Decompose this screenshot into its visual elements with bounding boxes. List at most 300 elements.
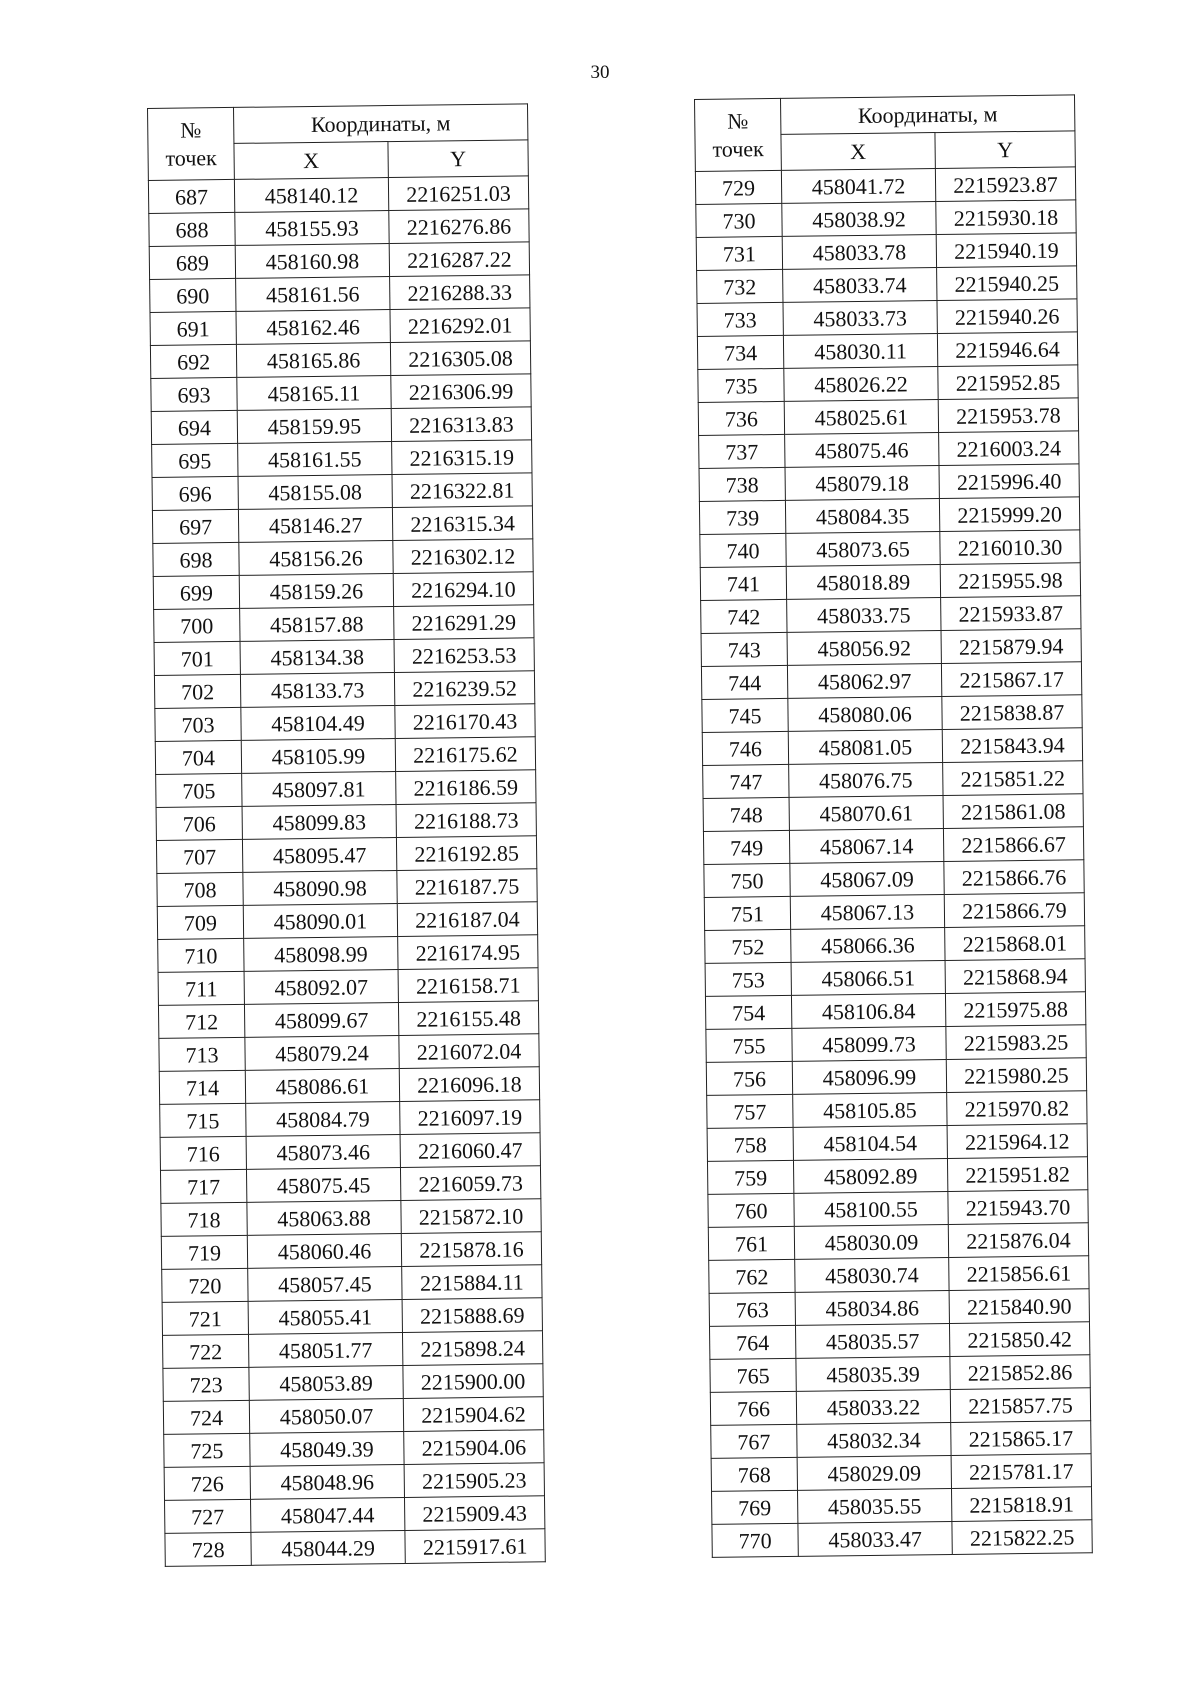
x-coordinate-cell: 458035.55 [798,1488,952,1523]
table-row [710,1388,1090,1426]
x-coordinate-cell: 458099.67 [244,1002,398,1037]
point-number-cell: 763 [709,1292,795,1326]
table-row [160,1133,540,1171]
y-coordinate-cell: 2216294.10 [393,572,533,607]
point-number-cell: 749 [703,830,789,864]
point-number-cell: 722 [162,1334,248,1368]
x-coordinate-cell: 458035.39 [796,1356,950,1391]
point-number-cell: 695 [152,443,238,477]
x-coordinate-cell: 458157.88 [240,607,394,642]
x-coordinate-cell: 458033.22 [796,1389,950,1424]
point-number-cell: 755 [706,1028,792,1062]
table-row [164,1463,544,1501]
table-row [704,893,1084,931]
x-coordinate-cell: 458032.34 [797,1422,951,1457]
x-coordinate-cell: 458066.36 [791,927,945,962]
x-coordinate-cell: 458159.95 [237,409,391,444]
point-number-cell: 690 [150,278,236,312]
y-coordinate-cell: 2216315.34 [392,506,532,541]
table-row [711,1454,1091,1492]
table-row [707,1124,1087,1162]
x-coordinate-cell: 458067.13 [790,895,944,930]
point-number-cell: 744 [701,665,787,699]
table-row [699,464,1079,502]
point-number-cell: 732 [697,269,783,303]
x-coordinate-cell: 458056.92 [787,631,941,666]
y-coordinate-cell: 2215857.75 [950,1388,1090,1423]
x-coordinate-cell: 458051.77 [248,1332,402,1367]
point-number-cell: 718 [161,1202,247,1236]
table-row [695,167,1075,205]
point-number-cell: 742 [701,599,787,633]
point-number-cell: 731 [696,236,782,270]
table-row [152,506,532,544]
y-coordinate-cell: 2216174.95 [398,935,538,970]
y-coordinate-cell: 2215781.17 [951,1454,1091,1489]
point-number-cell: 753 [705,962,791,996]
table-row [161,1199,541,1237]
point-number-header [148,107,235,180]
table-row [155,704,535,742]
point-number-cell: 738 [699,467,785,501]
table-row [703,794,1083,832]
table-row [698,398,1078,436]
table-row [160,1166,540,1204]
y-coordinate-cell: 2215904.62 [403,1397,543,1432]
y-coordinate-cell: 2215900.00 [403,1364,543,1399]
point-number-cell: 758 [707,1127,793,1161]
x-coordinate-cell: 458063.88 [247,1200,401,1235]
table-row [708,1223,1088,1261]
y-coordinate-cell: 2216096.18 [399,1067,539,1102]
x-coordinate-cell: 458096.99 [792,1059,946,1094]
x-coordinate-cell: 458162.46 [236,310,390,345]
coordinates-header: Координаты, м [233,104,527,144]
y-coordinate-cell: 2216302.12 [393,539,533,574]
table-row [165,1496,545,1534]
point-number-cell: 699 [153,575,239,609]
point-number-cell: 750 [704,863,790,897]
x-coordinate-cell: 458075.45 [246,1167,400,1202]
table-row [696,200,1076,238]
x-coordinate-cell: 458095.47 [242,838,396,873]
y-coordinate-cell: 2215822.25 [952,1520,1092,1555]
table-row [697,332,1077,370]
point-number-cell: 713 [159,1037,245,1071]
y-coordinate-cell: 2215904.06 [404,1430,544,1465]
x-coordinate-cell: 458029.09 [797,1455,951,1490]
y-coordinate-cell: 2215866.79 [944,893,1084,928]
table-row [156,836,536,874]
table-row [696,233,1076,271]
table-row [151,407,531,445]
point-number-cell: 727 [165,1499,251,1533]
x-coordinate-cell: 458062.97 [787,664,941,699]
y-coordinate-cell: 2216291.29 [394,605,534,640]
x-coordinate-cell: 458034.86 [795,1290,949,1325]
x-coordinate-cell: 458060.46 [247,1233,401,1268]
point-number-cell: 692 [150,344,236,378]
point-number-cell: 728 [165,1532,251,1566]
y-coordinate-cell: 2215940.19 [936,233,1076,268]
point-number-cell: 708 [157,872,243,906]
x-coordinate-cell: 458018.89 [786,565,940,600]
table-row [162,1298,542,1336]
point-number-cell: 751 [704,896,790,930]
y-coordinate-cell: 2215930.18 [936,200,1076,235]
point-number-cell: 698 [153,542,239,576]
table-row [153,572,533,610]
x-coordinate-cell: 458050.07 [249,1398,403,1433]
y-coordinate-cell: 2216188.73 [396,803,536,838]
point-number-cell: 700 [154,608,240,642]
y-coordinate-cell: 2215867.17 [941,662,1081,697]
point-number-cell: 688 [149,212,235,246]
x-coordinate-cell: 458134.38 [240,640,394,675]
y-coordinate-cell: 2215878.16 [401,1232,541,1267]
point-number-cell: 720 [162,1268,248,1302]
table-row [703,761,1083,799]
x-coordinate-cell: 458099.83 [242,805,396,840]
x-coordinate-cell: 458041.72 [781,169,935,204]
x-coordinate-cell: 458092.89 [793,1158,947,1193]
y-coordinate-cell: 2216251.03 [388,176,528,211]
y-coordinate-cell: 2215843.94 [942,728,1082,763]
table-row [711,1421,1091,1459]
point-number-cell: 745 [702,698,788,732]
x-coordinate-cell: 458140.12 [234,178,388,213]
x-coordinate-cell: 458047.44 [251,1497,405,1532]
point-number-cell: 761 [708,1226,794,1260]
point-number-cell: 767 [711,1424,797,1458]
point-number-cell: 766 [710,1391,796,1425]
y-coordinate-cell: 2215980.25 [946,1058,1086,1093]
table-row [710,1355,1090,1393]
x-coordinate-cell: 458033.75 [787,598,941,633]
y-coordinate-cell: 2215953.78 [938,398,1078,433]
y-coordinate-cell: 2216322.81 [392,473,532,508]
x-coordinate-cell: 458030.09 [794,1224,948,1259]
x-coordinate-cell: 458030.74 [795,1257,949,1292]
point-number-cell: 712 [158,1004,244,1038]
point-number-cell: 770 [712,1523,798,1557]
y-column-header: Y [388,140,528,178]
x-coordinate-cell: 458079.24 [245,1035,399,1070]
point-number-cell: 724 [163,1400,249,1434]
x-coordinate-cell: 458104.49 [241,706,395,741]
table-row [152,473,532,511]
table-row [697,299,1077,337]
y-coordinate-cell: 2215943.70 [948,1190,1088,1225]
y-coordinate-cell: 2215872.10 [401,1199,541,1234]
table-row [701,629,1081,667]
point-number-cell: 717 [160,1169,246,1203]
y-coordinate-cell: 2215905.23 [404,1463,544,1498]
y-column-header: Y [935,131,1075,169]
table-row [705,959,1085,997]
y-coordinate-cell: 2215975.88 [945,992,1085,1027]
y-coordinate-cell: 2215876.04 [948,1223,1088,1258]
y-coordinate-cell: 2215888.69 [402,1298,542,1333]
x-coordinate-cell: 458092.07 [244,969,398,1004]
point-number-cell: 689 [149,245,235,279]
point-number-cell: 736 [698,401,784,435]
y-coordinate-cell: 2216059.73 [400,1166,540,1201]
point-number-cell: 710 [158,938,244,972]
table-row [703,827,1083,865]
point-number-cell: 760 [708,1193,794,1227]
table-row [165,1529,545,1567]
table-row [701,596,1081,634]
point-number-cell: 740 [700,533,786,567]
coordinates-header: Координаты, м [780,95,1074,135]
y-coordinate-cell: 2216192.85 [396,836,536,871]
table-row [704,860,1084,898]
point-number-cell: 721 [162,1301,248,1335]
table-row [699,431,1079,469]
table-row [153,539,533,577]
y-coordinate-cell: 2215970.82 [947,1091,1087,1126]
point-number-symbol: № [727,107,749,134]
y-coordinate-cell: 2216305.08 [390,341,530,376]
table-row [154,638,534,676]
table-row [709,1322,1089,1360]
table-row [712,1487,1092,1525]
point-number-cell: 769 [712,1490,798,1524]
point-number-cell: 693 [151,377,237,411]
x-coordinate-cell: 458055.41 [248,1299,402,1334]
point-number-cell: 714 [159,1070,245,1104]
point-number-header [695,98,782,171]
point-number-cell: 706 [156,806,242,840]
x-coordinate-cell: 458049.39 [250,1431,404,1466]
table-row [150,308,530,346]
y-coordinate-cell: 2215884.11 [402,1265,542,1300]
x-coordinate-cell: 458073.46 [246,1134,400,1169]
y-coordinate-cell: 2215946.64 [937,332,1077,367]
x-coordinate-cell: 458073.65 [786,532,940,567]
y-coordinate-cell: 2216060.47 [400,1133,540,1168]
point-number-cell: 746 [702,731,788,765]
table-row [159,1067,539,1105]
point-number-cell: 711 [158,971,244,1005]
point-number-cell: 747 [703,764,789,798]
x-coordinate-cell: 458044.29 [251,1530,405,1565]
y-coordinate-cell: 2216287.22 [389,242,529,277]
y-coordinate-cell: 2215868.01 [945,926,1085,961]
x-coordinate-cell: 458105.99 [241,739,395,774]
y-coordinate-cell: 2215933.87 [941,596,1081,631]
x-coordinate-cell: 458100.55 [794,1191,948,1226]
point-number-cell: 703 [155,707,241,741]
x-coordinate-cell: 458161.55 [238,442,392,477]
table-row [702,695,1082,733]
point-number-cell: 748 [703,797,789,831]
y-coordinate-cell: 2215955.98 [940,563,1080,598]
x-coordinate-cell: 458080.06 [788,697,942,732]
point-number-cell: 705 [156,773,242,807]
x-coordinate-cell: 458048.96 [250,1464,404,1499]
table-row [705,992,1085,1030]
x-coordinate-cell: 458155.08 [238,475,392,510]
point-number-cell: 765 [710,1358,796,1392]
x-coordinate-cell: 458079.18 [785,466,939,501]
x-coordinate-cell: 458033.74 [783,268,937,303]
table-row [705,926,1085,964]
x-coordinate-cell: 458104.54 [793,1125,947,1160]
coordinates-table-left [147,103,546,1567]
table-row [161,1232,541,1270]
y-coordinate-cell: 2215996.40 [939,464,1079,499]
point-number-cell: 725 [164,1433,250,1467]
point-number-cell: 707 [156,839,242,873]
table-row [158,968,538,1006]
point-number-label: точек [712,135,764,162]
y-coordinate-cell: 2215940.26 [937,299,1077,334]
y-coordinate-cell: 2216239.52 [394,671,534,706]
x-coordinate-cell: 458084.79 [246,1101,400,1136]
point-number-cell: 752 [705,929,791,963]
y-coordinate-cell: 2215818.91 [951,1487,1091,1522]
y-coordinate-cell: 2215868.94 [945,959,1085,994]
y-coordinate-cell: 2215923.87 [935,167,1075,202]
x-coordinate-cell: 458165.86 [236,343,390,378]
y-coordinate-cell: 2215852.86 [950,1355,1090,1390]
y-coordinate-cell: 2215840.90 [949,1289,1089,1324]
y-coordinate-cell: 2216313.83 [391,407,531,442]
y-coordinate-cell: 2215838.87 [942,695,1082,730]
point-number-cell: 743 [701,632,787,666]
table-row [154,671,534,709]
y-coordinate-cell: 2215999.20 [939,497,1079,532]
x-coordinate-cell: 458084.35 [785,499,939,534]
point-number-label: точек [165,144,217,171]
x-coordinate-cell: 458033.73 [783,301,937,336]
x-coordinate-cell: 458086.61 [245,1068,399,1103]
table-row [707,1157,1087,1195]
table-row [709,1256,1089,1294]
table-row [709,1289,1089,1327]
table-row [148,176,528,214]
point-number-cell: 739 [699,500,785,534]
point-number-cell: 716 [160,1136,246,1170]
point-number-cell: 729 [695,170,781,204]
y-coordinate-cell: 2215861.08 [943,794,1083,829]
point-number-cell: 768 [711,1457,797,1491]
table-row [708,1190,1088,1228]
table-row [156,803,536,841]
x-column-header: X [781,133,935,171]
table-row [706,1058,1086,1096]
y-coordinate-cell: 2215952.85 [938,365,1078,400]
x-coordinate-cell: 458165.11 [237,376,391,411]
table-row [149,242,529,280]
point-number-cell: 709 [157,905,243,939]
x-coordinate-cell: 458081.05 [788,730,942,765]
x-coordinate-cell: 458090.98 [243,871,397,906]
table-row [150,275,530,313]
y-coordinate-cell: 2216097.19 [400,1100,540,1135]
y-coordinate-cell: 2215898.24 [402,1331,542,1366]
point-number-cell: 701 [154,641,240,675]
y-coordinate-cell: 2216253.53 [394,638,534,673]
point-number-cell: 691 [150,311,236,345]
x-coordinate-cell: 458155.93 [235,211,389,246]
point-number-cell: 715 [160,1103,246,1137]
x-coordinate-cell: 458098.99 [244,936,398,971]
x-coordinate-cell: 458067.14 [789,829,943,864]
x-coordinate-cell: 458066.51 [791,960,945,995]
y-coordinate-cell: 2215951.82 [947,1157,1087,1192]
table-row [697,266,1077,304]
x-coordinate-cell: 458030.11 [783,334,937,369]
point-number-cell: 733 [697,302,783,336]
y-coordinate-cell: 2216186.59 [396,770,536,805]
y-coordinate-cell: 2216072.04 [399,1034,539,1069]
point-number-cell: 694 [151,410,237,444]
table-row [699,497,1079,535]
x-coordinate-cell: 458106.84 [791,993,945,1028]
point-number-cell: 735 [698,368,784,402]
y-coordinate-cell: 2215856.61 [949,1256,1089,1291]
table-row [159,1034,539,1072]
point-number-cell: 702 [154,674,240,708]
x-coordinate-cell: 458026.22 [784,367,938,402]
x-coordinate-cell: 458076.75 [789,763,943,798]
page-number: 30 [590,62,610,83]
point-number-cell: 741 [700,566,786,600]
y-coordinate-cell: 2215964.12 [947,1124,1087,1159]
x-coordinate-cell: 458033.47 [798,1521,952,1556]
y-coordinate-cell: 2215983.25 [946,1025,1086,1060]
y-coordinate-cell: 2215866.67 [943,827,1083,862]
x-coordinate-cell: 458033.78 [782,235,936,270]
y-coordinate-cell: 2215866.76 [944,860,1084,895]
y-coordinate-cell: 2216288.33 [390,275,530,310]
x-coordinate-cell: 458146.27 [238,508,392,543]
table-row [155,737,535,775]
x-coordinate-cell: 458038.92 [782,202,936,237]
point-number-cell: 762 [709,1259,795,1293]
x-coordinate-cell: 458035.57 [795,1323,949,1358]
point-number-cell: 726 [164,1466,250,1500]
point-number-cell: 759 [707,1160,793,1194]
table-row [700,530,1080,568]
point-number-cell: 719 [161,1235,247,1269]
x-coordinate-cell: 458133.73 [240,673,394,708]
point-number-cell: 723 [163,1367,249,1401]
x-coordinate-cell: 458067.09 [790,862,944,897]
table-row [160,1100,540,1138]
y-coordinate-cell: 2215865.17 [951,1421,1091,1456]
point-number-cell: 730 [696,203,782,237]
point-number-cell: 757 [707,1094,793,1128]
table-row [162,1331,542,1369]
point-number-cell: 754 [705,995,791,1029]
y-coordinate-cell: 2216187.75 [397,869,537,904]
y-coordinate-cell: 2216010.30 [940,530,1080,565]
point-number-cell: 737 [699,434,785,468]
table-row [700,563,1080,601]
y-coordinate-cell: 2216003.24 [939,431,1079,466]
x-coordinate-cell: 458090.01 [243,904,397,939]
y-coordinate-cell: 2216170.43 [395,704,535,739]
table-row [164,1430,544,1468]
point-number-cell: 687 [148,179,234,213]
coordinates-table-right [694,94,1093,1558]
y-coordinate-cell: 2216292.01 [390,308,530,343]
x-coordinate-cell: 458070.61 [789,796,943,831]
